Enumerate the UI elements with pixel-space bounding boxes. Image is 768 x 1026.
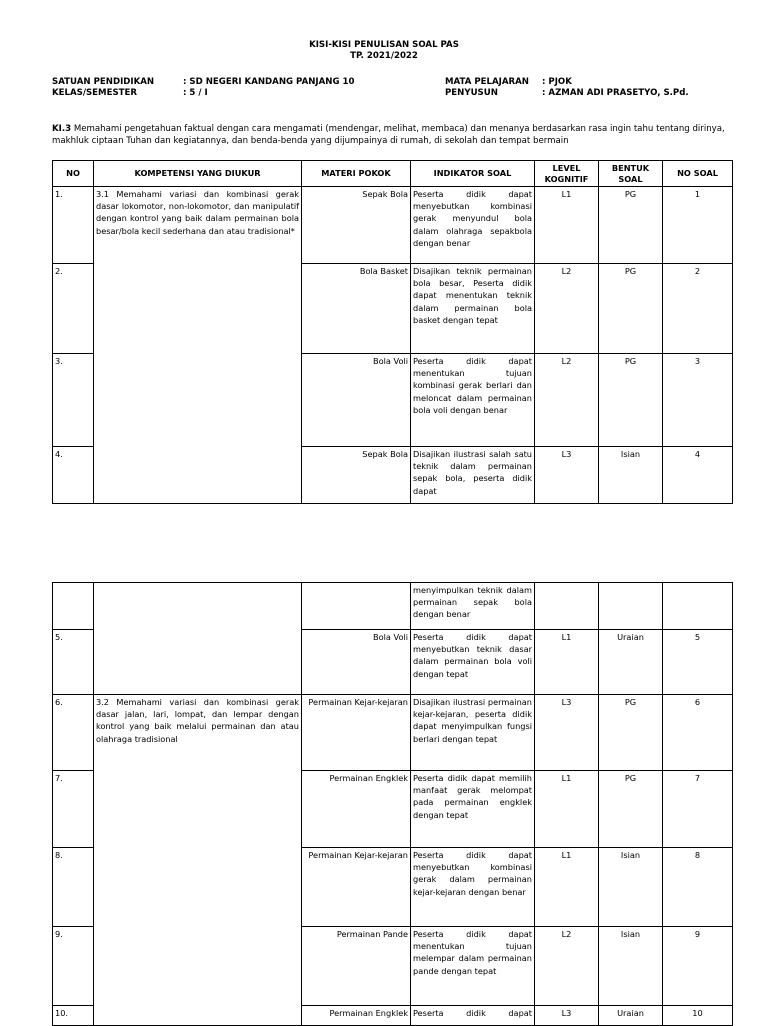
satuan-label: SATUAN PENDIDIKAN: [52, 77, 155, 87]
row-nosoal: 10: [663, 1006, 733, 1026]
row-no: 10.: [53, 1006, 94, 1026]
row-level: L3: [535, 695, 599, 771]
row-indikator: Disajikan teknik permainan bola besar, Peserta didik dapat menentukan teknik dalam permainan bola basket dengan tepat: [411, 264, 535, 354]
row-indikator: Peserta didik dapat menyebutkan kombinasi gerak menyundul bola dalam olahraga sepakbola dengan benar: [411, 187, 535, 264]
row-level: L3: [535, 1006, 599, 1026]
table-row: [53, 187, 733, 264]
row-nosoal: 4: [663, 447, 733, 504]
row-level: L3: [535, 447, 599, 504]
mapel-label: MATA PELAJARAN: [445, 77, 529, 87]
row-nosoal: 3: [663, 354, 733, 447]
row-level: L1: [535, 771, 599, 848]
row-bentuk: PG: [599, 771, 663, 848]
row-materi: Bola Voli: [302, 354, 411, 447]
doc-title: KISI-KISI PENULISAN SOAL PAS: [309, 40, 459, 50]
row-no: 5.: [53, 630, 94, 695]
row-nosoal: 1: [663, 187, 733, 264]
row-indikator: Disajikan ilustrasi salah satu teknik dalam permainan sepak bola, peserta didik dapat: [411, 447, 535, 504]
row-nosoal: 5: [663, 630, 733, 695]
row-materi: Permainan Engklek: [302, 1006, 411, 1026]
kompetensi-cell: 3.2 Memahami variasi dan kombinasi gerak dasar jalan, lari, lompat, dan lempar dengan kontrol yang baik melalui permainan dan atau olahraga tradisional: [94, 695, 302, 1026]
row-bentuk: Uraian: [599, 630, 663, 695]
header-indikator: INDIKATOR SOAL: [411, 161, 535, 187]
row-no: 7.: [53, 771, 94, 848]
ki-paragraph: [52, 123, 732, 147]
mapel-value: : PJOK: [542, 77, 572, 87]
ki-label: KI.3: [52, 124, 72, 134]
kompetensi-cell: 3.1 Memahami variasi dan kombinasi gerak dasar lokomotor, non-lokomotor, dan manipulatif dengan kontrol yang baik dalam permainan bola besar/bola kecil sederhana dan atau tradisional*: [94, 187, 302, 504]
row-no: 4.: [53, 447, 94, 504]
row-materi: Bola Basket: [302, 264, 411, 354]
row-indikator: Peserta didik dapat menyebutkan kombinasi gerak dalam permainan kejar-kejaran dengan benar: [411, 848, 535, 927]
row-no: 9.: [53, 927, 94, 1006]
satuan-value: : SD NEGERI KANDANG PANJANG 10: [183, 77, 355, 87]
header-level: LEVEL KOGNITIF: [535, 161, 599, 187]
row-no: 1.: [53, 187, 94, 264]
table-row: [53, 695, 733, 771]
penyusun-label: PENYUSUN: [445, 88, 498, 98]
row-nosoal: 7: [663, 771, 733, 848]
ki-text: Memahami pengetahuan faktual dengan cara mengamati (mendengar, melihat, membaca) dan menanya berdasarkan rasa ingin tahu tentang dirinya, makhluk ciptaan Tuhan dan kegiatannya, dan benda-benda yang dijumpainya di rumah, di sekolah dan tempat bermain: [52, 124, 725, 146]
row-bentuk: PG: [599, 354, 663, 447]
row-indikator: Peserta didik dapat memilih manfaat gerak melompat pada permainan engklek dengan tepat: [411, 771, 535, 848]
row-bentuk: Uraian: [599, 1006, 663, 1026]
row-materi: Sepak Bola: [302, 447, 411, 504]
header-no: NO: [53, 161, 94, 187]
row-indikator: Disajikan ilustrasi permainan kejar-kejaran, peserta didik dapat menyimpulkan fungsi berlari dengan tepat: [411, 695, 535, 771]
kisi-table-page2: [52, 582, 733, 1026]
row-bentuk: Isian: [599, 927, 663, 1006]
row-nosoal: 2: [663, 264, 733, 354]
row-bentuk: PG: [599, 264, 663, 354]
row-materi: Sepak Bola: [302, 187, 411, 264]
row-no: 8.: [53, 848, 94, 927]
row-materi: Permainan Kejar-kejaran: [302, 848, 411, 927]
row-indikator: Peserta didik dapat menentukan tujuan melempar dalam permainan pande dengan tepat: [411, 927, 535, 1006]
row-materi: Permainan Pande: [302, 927, 411, 1006]
row-no: 3.: [53, 354, 94, 447]
row-bentuk: PG: [599, 187, 663, 264]
row-level: L1: [535, 848, 599, 927]
header-materi: MATERI POKOK: [302, 161, 411, 187]
row-materi: Bola Voli: [302, 630, 411, 695]
row-level: L2: [535, 354, 599, 447]
row-indikator: Peserta didik dapat menyebutkan teknik dasar dalam permainan bola voli dengan tepat: [411, 630, 535, 695]
row-level: L1: [535, 630, 599, 695]
row-bentuk: Isian: [599, 447, 663, 504]
kelas-label: KELAS/SEMESTER: [52, 88, 138, 98]
header-kompetensi: KOMPETENSI YANG DIUKUR: [94, 161, 302, 187]
row-level: L2: [535, 927, 599, 1006]
kelas-value: : 5 / I: [183, 88, 208, 98]
row-indikator: Peserta didik dapat menentukan tujuan kombinasi gerak berlari dan meloncat dalam permainan bola voli dengan benar: [411, 354, 535, 447]
row-nosoal: 6: [663, 695, 733, 771]
row-level: L2: [535, 264, 599, 354]
penyusun-value: : AZMAN ADI PRASETYO, S.Pd.: [542, 88, 689, 98]
row-materi: Permainan Engklek: [302, 771, 411, 848]
header-nosoal: NO SOAL: [663, 161, 733, 187]
row-bentuk: Isian: [599, 848, 663, 927]
row-no: 6.: [53, 695, 94, 771]
header-bentuk: BENTUK SOAL: [599, 161, 663, 187]
row-indikator: menyimpulkan teknik dalam permainan sepak bola dengan benar: [411, 583, 535, 630]
row-materi: Permainan Kejar-kejaran: [302, 695, 411, 771]
row-bentuk: PG: [599, 695, 663, 771]
row-nosoal: 8: [663, 848, 733, 927]
row-level: L1: [535, 187, 599, 264]
row-no: 2.: [53, 264, 94, 354]
doc-subtitle: TP. 2021/2022: [350, 51, 418, 61]
table-row: [53, 583, 733, 630]
kisi-table-page1: [52, 160, 733, 504]
row-indikator: Peserta didik dapat: [411, 1006, 535, 1026]
row-nosoal: 9: [663, 927, 733, 1006]
